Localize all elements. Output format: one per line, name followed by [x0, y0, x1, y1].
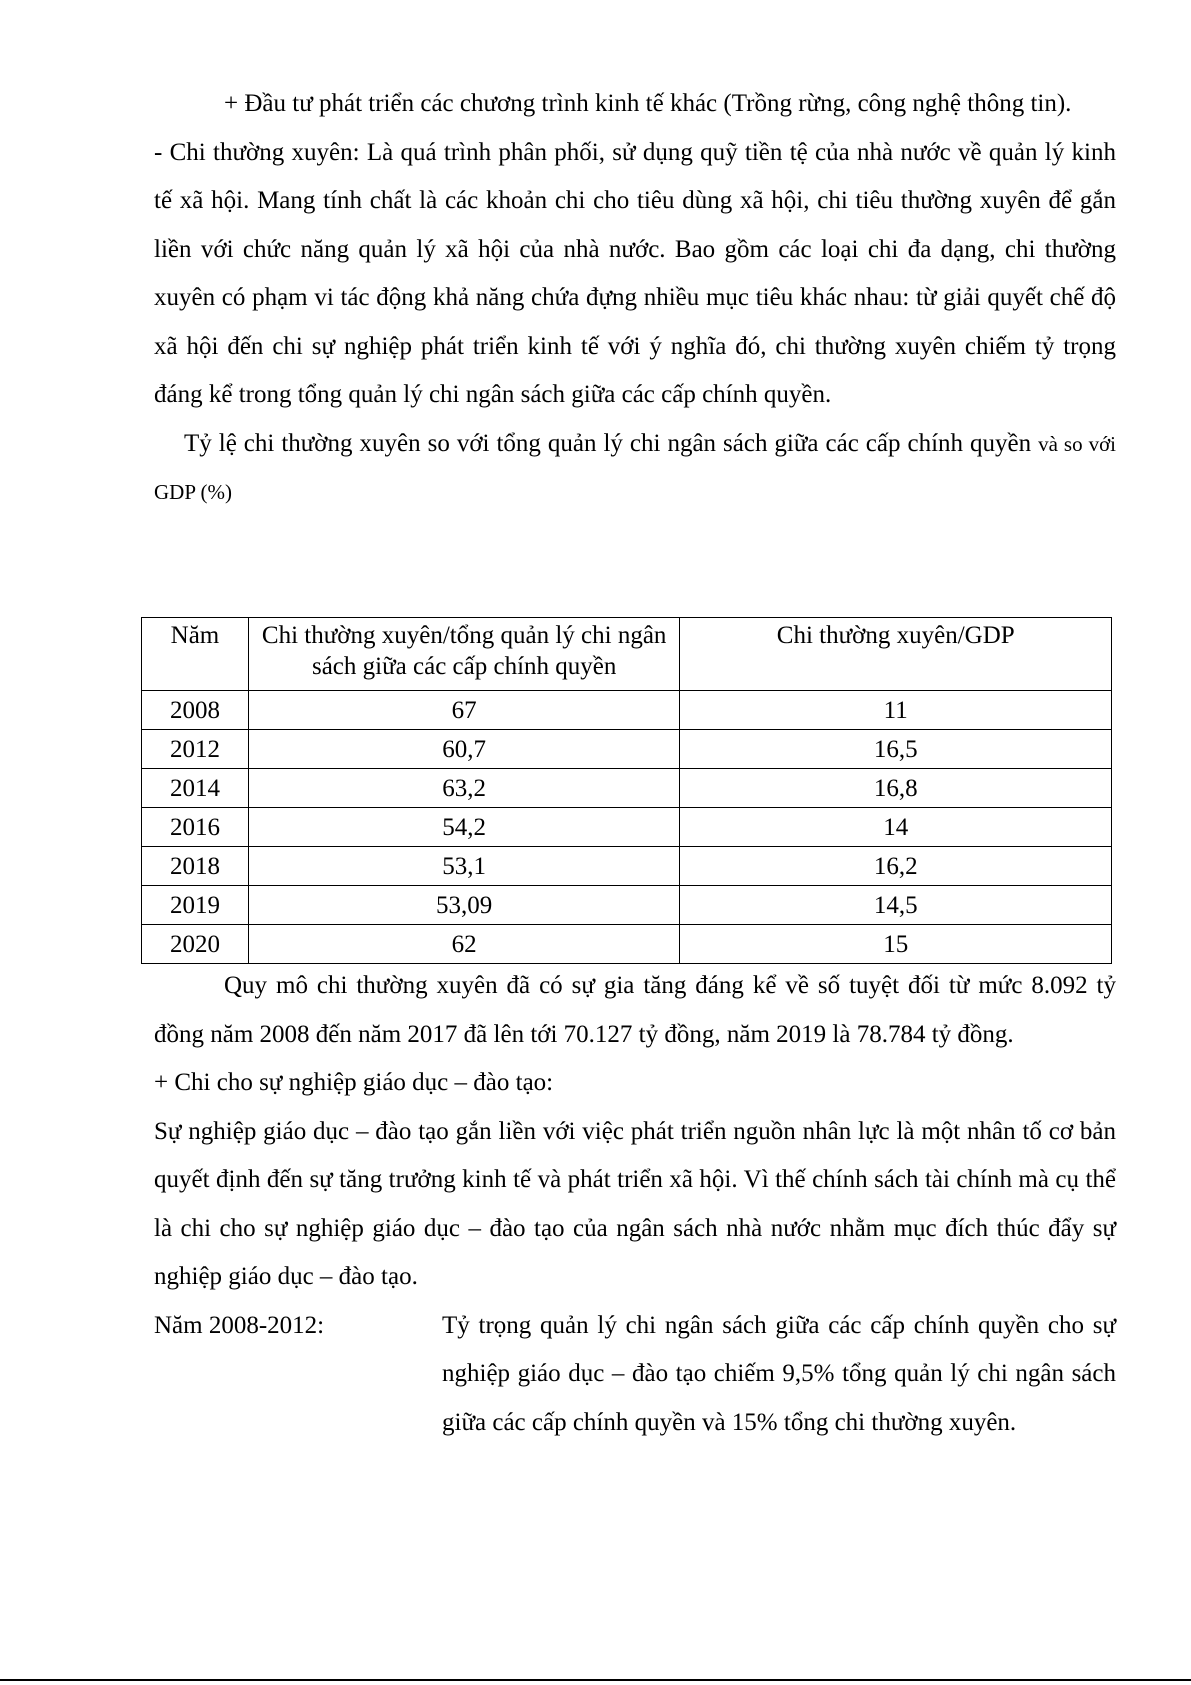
header-ratio-gdp: Chi thường xuyên/GDP [680, 618, 1112, 691]
cell-year: 2016 [142, 808, 249, 847]
cell-ratio-total: 60,7 [248, 730, 680, 769]
cell-ratio-total: 67 [248, 691, 680, 730]
cell-ratio-gdp: 16,8 [680, 769, 1112, 808]
year-entry [154, 1302, 1116, 1448]
page-bottom-rule [0, 1679, 1191, 1681]
document-body-bottom [154, 962, 1116, 1447]
cell-ratio-total: 53,1 [248, 847, 680, 886]
table-row [142, 808, 1112, 847]
paragraph-scale: Quy mô chi thường xuyên đã có sự gia tăng đáng kể về số tuyệt đối từ mức 8.092 tỷ đồng năm 2008 đến năm 2017 đã lên tới 70.127 tỷ đồng, năm 2019 là 78.784 tỷ đồng. [154, 972, 1116, 1048]
header-year: Năm [142, 618, 249, 691]
cell-ratio-gdp: 15 [680, 925, 1112, 964]
table-header-row [142, 618, 1112, 691]
cell-ratio-total: 54,2 [248, 808, 680, 847]
table-row [142, 886, 1112, 925]
cell-year: 2014 [142, 769, 249, 808]
cell-year: 2020 [142, 925, 249, 964]
table-row [142, 925, 1112, 964]
table-row [142, 691, 1112, 730]
paragraph-education: Sự nghiệp giáo dục – đào tạo gắn liền với việc phát triển nguồn nhân lực là một nhân tố cơ bản quyết định đến sự tăng trưởng kinh tế và phát triển xã hội. Vì thế chính sách tài chính mà cụ thể là chi cho sự nghiệp giáo dục – đào tạo của ngân sách nhà nước nhằm mục đích thúc đẩy sự nghiệp giáo dục – đào tạo. [154, 1117, 1116, 1290]
year-description: Tỷ trọng quản lý chi ngân sách giữa các cấp chính quyền cho sự nghiệp giáo dục – đào tạo chiếm 9,5% tổng quản lý chi ngân sách giữa các cấp chính quyền và 15% tổng chi thường xuyên. [442, 1311, 1116, 1436]
cell-ratio-gdp: 11 [680, 691, 1112, 730]
paragraph-education-heading: + Chi cho sự nghiệp giáo dục – đào tạo: [154, 1069, 554, 1096]
table-row [142, 847, 1112, 886]
table-caption [154, 420, 1116, 517]
cell-year: 2018 [142, 847, 249, 886]
paragraph-investment: + Đầu tư phát triển các chương trình kinh tế khác (Trồng rừng, công nghệ thông tin). [224, 90, 1072, 117]
cell-ratio-total: 63,2 [248, 769, 680, 808]
cell-ratio-total: 53,09 [248, 886, 680, 925]
cell-ratio-gdp: 16,5 [680, 730, 1112, 769]
year-label: Năm 2008-2012: [154, 1311, 325, 1339]
table-caption-small: và so với GDP (%) [154, 431, 1117, 504]
cell-year: 2008 [142, 691, 249, 730]
table-row [142, 769, 1112, 808]
header-ratio-total: Chi thường xuyên/tổng quản lý chi ngân sách giữa các cấp chính quyền [248, 618, 680, 691]
table-caption-main: Tỷ lệ chi thường xuyên so với tổng quản lý chi ngân sách giữa các cấp chính quyền [184, 429, 1032, 457]
cell-year: 2019 [142, 886, 249, 925]
cell-ratio-total: 62 [248, 925, 680, 964]
document-body-top [154, 80, 1116, 517]
recurrent-spending-table [141, 617, 1112, 964]
cell-year: 2012 [142, 730, 249, 769]
cell-ratio-gdp: 14 [680, 808, 1112, 847]
table-row [142, 730, 1112, 769]
paragraph-recurrent-spending: - Chi thường xuyên: Là quá trình phân phối, sử dụng quỹ tiền tệ của nhà nước về quản lý kinh tế xã hội. Mang tính chất là các khoản chi cho tiêu dùng xã hội, chi tiêu thường xuyên để gắn liền với chức năng quản lý xã hội của nhà nước. Bao gồm các loại chi đa dạng, chi thường xuyên có phạm vi tác động khả năng chứa đựng nhiều mục tiêu khác nhau: từ giải quyết chế độ xã hội đến chi sự nghiệp phát triển kinh tế với ý nghĩa đó, chi thường xuyên chiếm tỷ trọng đáng kể trong tổng quản lý chi ngân sách giữa các cấp chính quyền. [154, 138, 1116, 408]
cell-ratio-gdp: 14,5 [680, 886, 1112, 925]
cell-ratio-gdp: 16,2 [680, 847, 1112, 886]
